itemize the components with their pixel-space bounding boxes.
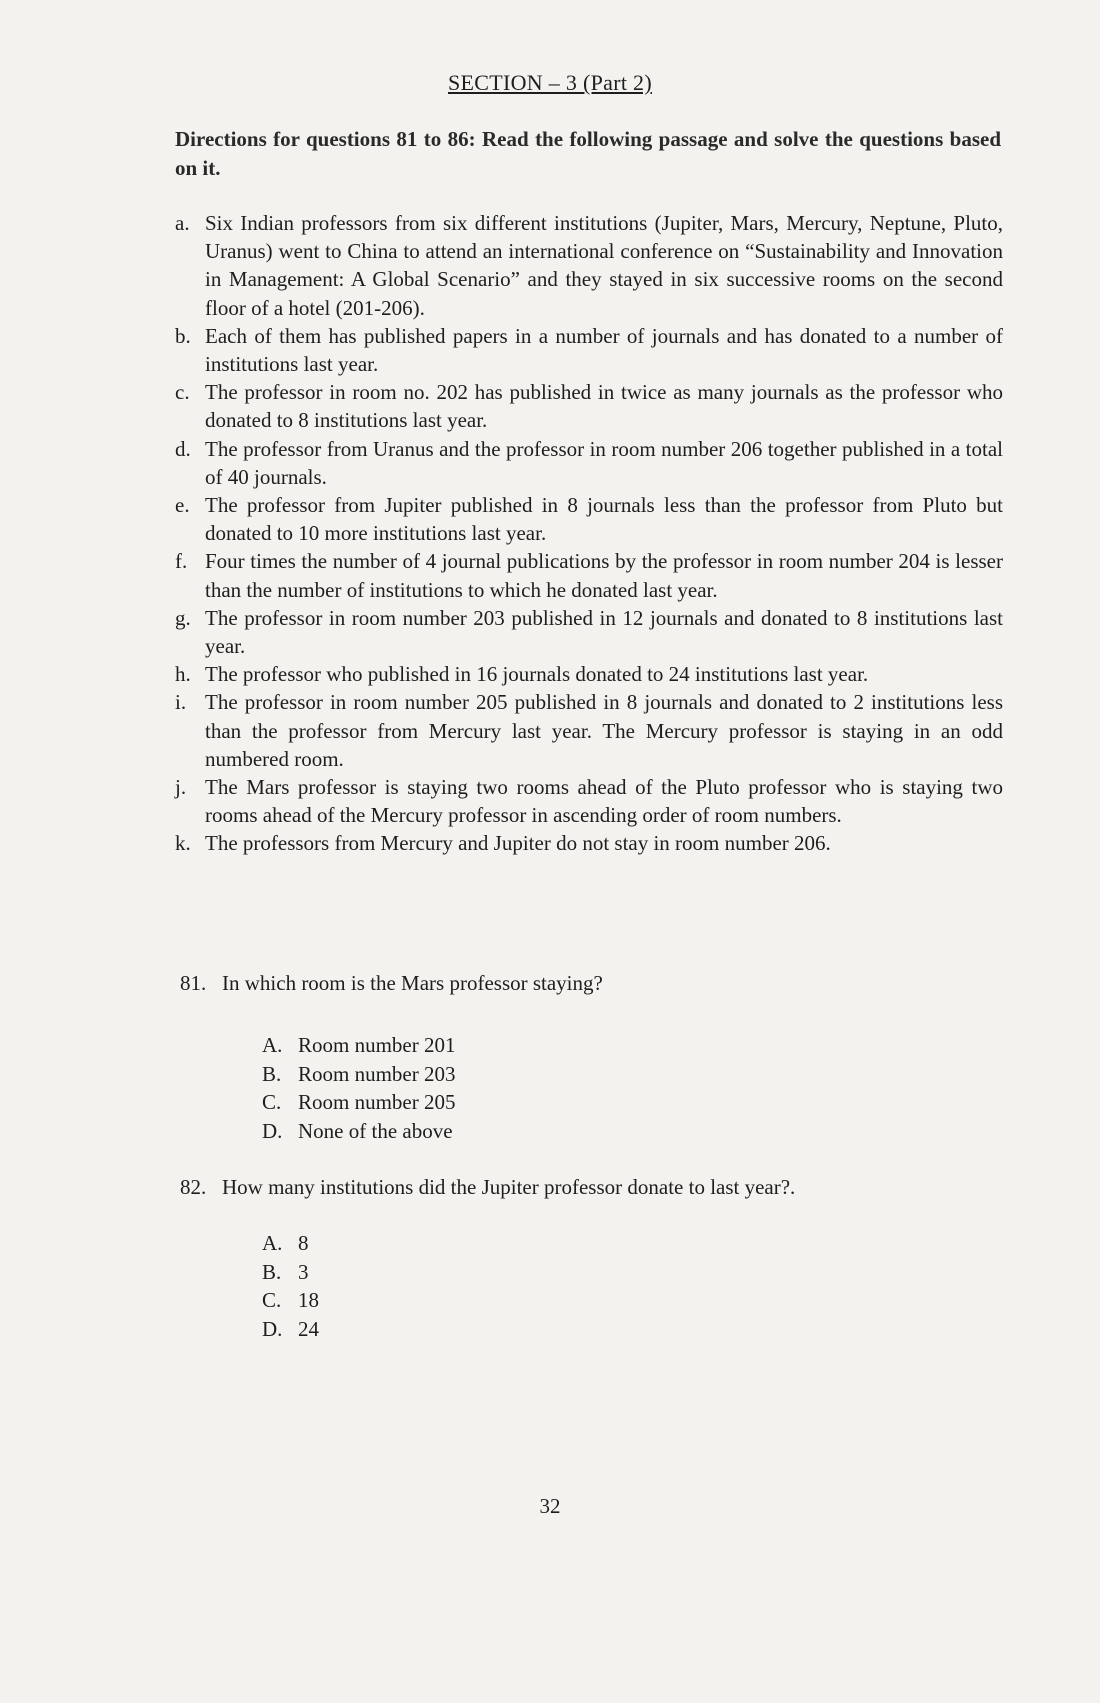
clue-item-a: [175, 209, 1003, 322]
clue-text: The professor from Jupiter published in 8 journals less than the professor from Pluto but donated to 10 more institutions last year.: [205, 493, 1003, 546]
option-label: D.: [262, 1118, 283, 1143]
clue-label: e.: [175, 493, 190, 518]
clue-label: k.: [175, 831, 191, 856]
option-d: [262, 1315, 319, 1344]
clue-item-h: [175, 660, 1003, 688]
clue-label: a.: [175, 211, 190, 235]
clue-text: The Mars professor is staying two rooms ahead of the Pluto professor who is staying two rooms ahead of the Mercury professor in ascending order of room numbers.: [205, 775, 1003, 828]
clue-item-d: [175, 435, 1003, 491]
option-text: 24: [298, 1316, 319, 1341]
question-text: In which room is the Mars professor staying?: [222, 971, 603, 995]
question-text: How many institutions did the Jupiter professor donate to last year?.: [222, 1175, 796, 1199]
clue-item-b: [175, 322, 1003, 378]
clue-item-f: [175, 547, 1003, 603]
clue-text: The professor in room no. 202 has published in twice as many journals as the professor who donated to 8 institutions last year.: [205, 380, 1003, 433]
option-label: A.: [262, 1033, 283, 1057]
option-d: [262, 1117, 456, 1146]
question-number: 81.: [180, 971, 207, 995]
option-label: C.: [262, 1288, 282, 1312]
question-81: [180, 969, 603, 997]
clue-text: The professor in room number 203 published in 12 journals and donated to 8 institutions last year.: [205, 605, 1003, 659]
clue-text: The professor who published in 16 journals donated to 24 institutions last year.: [205, 662, 869, 687]
clue-label: d.: [175, 436, 191, 461]
clue-label: h.: [175, 662, 191, 687]
clue-text: The professor in room number 205 published in 8 journals and donated to 2 institutions less than the professor from Mercury last year. The Mercury professor is staying in an odd numbered room.: [205, 690, 1003, 771]
clue-label: c.: [175, 380, 190, 405]
option-label: C.: [262, 1090, 282, 1114]
option-text: 8: [298, 1231, 309, 1255]
option-label: A.: [262, 1231, 283, 1255]
option-label: D.: [262, 1316, 283, 1341]
question-82-options: [262, 1229, 319, 1343]
clue-label: f.: [175, 549, 188, 574]
option-text: Room number 205: [298, 1090, 456, 1114]
option-text: 18: [298, 1288, 319, 1312]
clue-text: The professor from Uranus and the professor in room number 206 together published in a total of 40 journals.: [205, 436, 1003, 489]
clue-text: Six Indian professors from six different institutions (Jupiter, Mars, Mercury, Neptune, Pluto, Uranus) went to China to attend an international conference on “Sustainability and Innovation in Management: A Global Scenario” and they stayed in six successive rooms on the second floor of a hotel (201-206).: [205, 211, 1003, 320]
clue-text: The professors from Mercury and Jupiter do not stay in room number 206.: [205, 831, 831, 856]
question-number: 82.: [180, 1175, 207, 1199]
option-a: [262, 1031, 456, 1060]
option-text: 3: [298, 1259, 309, 1284]
clue-item-i: [175, 688, 1003, 773]
clue-item-g: [175, 604, 1003, 660]
clue-item-k: [175, 829, 1003, 857]
clue-label: i.: [175, 690, 187, 715]
option-c: [262, 1286, 319, 1315]
clue-item-c: [175, 378, 1003, 434]
clue-list: [175, 209, 1003, 858]
question-81-options: [262, 1031, 456, 1145]
option-b: [262, 1060, 456, 1089]
option-label: B.: [262, 1259, 282, 1284]
clue-label: b.: [175, 323, 191, 348]
option-a: [262, 1229, 319, 1258]
clue-text: Each of them has published papers in a number of journals and has donated to a number of institutions last year.: [205, 323, 1003, 377]
clue-item-j: [175, 773, 1003, 829]
option-label: B.: [262, 1061, 282, 1086]
question-82: [180, 1173, 795, 1201]
section-title: SECTION – 3 (Part 2): [448, 70, 652, 95]
page-number: 32: [539, 1494, 561, 1518]
clue-item-e: [175, 491, 1003, 547]
clue-text: Four times the number of 4 journal publications by the professor in room number 204 is lesser than the number of institutions to which he donated last year.: [205, 549, 1003, 602]
option-c: [262, 1088, 456, 1117]
clue-label: g.: [175, 605, 191, 630]
directions-text: Directions for questions 81 to 86: Read the following passage and solve the questions based on it.: [175, 127, 1001, 180]
clue-label: j.: [175, 775, 187, 800]
option-text: Room number 203: [298, 1061, 456, 1086]
option-text: Room number 201: [298, 1033, 456, 1057]
option-text: None of the above: [298, 1118, 453, 1143]
option-b: [262, 1258, 319, 1287]
